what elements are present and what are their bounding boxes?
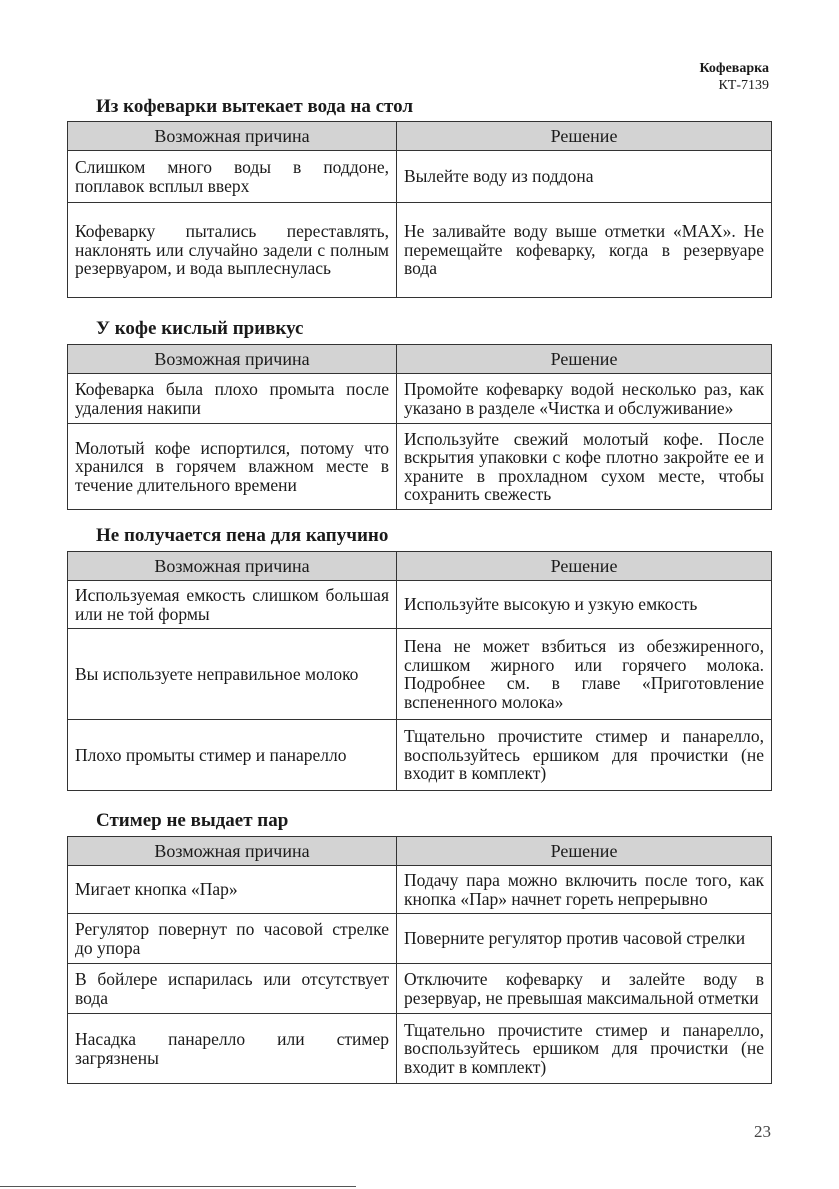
cause-cell: Вы используете неправильное молоко [68, 629, 397, 720]
cause-cell: Кофеварка была плохо промыта после удаления накипи [68, 374, 397, 424]
table-row [68, 374, 772, 424]
solution-cell: Не заливайте воду выше отметки «MAX». Не перемещайте кофеварку, когда в резервуаре вода [397, 203, 772, 298]
table-row [68, 866, 772, 914]
table-header-row [68, 122, 772, 151]
table-row [68, 914, 772, 964]
cause-cell: Кофеварку пытались переставлять, наклонять или случайно задели с полным резервуаром, и вода выплеснулась [68, 203, 397, 298]
cause-cell: Насадка панарелло или стимер загрязнены [68, 1014, 397, 1084]
column-header-cause: Возможная причина [68, 122, 397, 151]
footer-rule [0, 1186, 356, 1187]
troubleshooting-table-cappuccino-foam [67, 551, 772, 791]
table-row [68, 964, 772, 1014]
cause-cell: Используемая емкость слишком большая или не той формы [68, 581, 397, 629]
table-row [68, 581, 772, 629]
cause-cell: Регулятор повернут по часовой стрелке до упора [68, 914, 397, 964]
product-name: Кофеварка [699, 61, 769, 76]
cause-cell: Слишком много воды в поддоне, поплавок всплыл вверх [68, 151, 397, 203]
table-header-row [68, 552, 772, 581]
model-number: КТ-7139 [718, 78, 769, 93]
column-header-solution: Решение [397, 552, 772, 581]
solution-cell: Тщательно прочистите стимер и панарелло, воспользуйтесь ершиком для прочистки (не входит в комплект) [397, 1014, 772, 1084]
table-row [68, 203, 772, 298]
solution-cell: Пена не может взбиться из обезжиренного, слишком жирного или горячего молока. Подробнее см. в главе «Приготовление вспененного молока» [397, 629, 772, 720]
section-title-water-leak: Из кофеварки вытекает вода на стол [96, 96, 414, 117]
column-header-cause: Возможная причина [68, 345, 397, 374]
column-header-cause: Возможная причина [68, 837, 397, 866]
cause-cell: Мигает кнопка «Пар» [68, 866, 397, 914]
troubleshooting-table-sour-taste [67, 344, 772, 510]
table-header-row [68, 837, 772, 866]
column-header-solution: Решение [397, 345, 772, 374]
troubleshooting-table-water-leak [67, 121, 772, 298]
solution-cell: Отключите кофеварку и залейте воду в резервуар, не превышая максимальной отметки [397, 964, 772, 1014]
cause-cell: Плохо промыты стимер и панарелло [68, 720, 397, 791]
page-number: 23 [754, 1122, 771, 1141]
section-title-cappuccino-foam: Не получается пена для капучино [96, 525, 389, 546]
troubleshooting-table-no-steam [67, 836, 772, 1084]
cause-cell: Молотый кофе испортился, потому что хранился в горячем влажном месте в течение длительного времени [68, 424, 397, 510]
solution-cell: Используйте свежий молотый кофе. После вскрытия упаковки с кофе плотно закройте ее и храните в прохладном сухом месте, чтобы сохранить свежесть [397, 424, 772, 510]
table-row [68, 629, 772, 720]
column-header-cause: Возможная причина [68, 552, 397, 581]
table-row [68, 424, 772, 510]
solution-cell: Тщательно прочистите стимер и панарелло, воспользуйтесь ершиком для прочистки (не входит в комплект) [397, 720, 772, 791]
cause-cell: В бойлере испарилась или отсутствует вода [68, 964, 397, 1014]
section-title-no-steam: Стимер не выдает пар [96, 810, 289, 831]
solution-cell: Подачу пара можно включить после того, как кнопка «Пар» начнет гореть непрерывно [397, 866, 772, 914]
document-header [699, 60, 769, 94]
column-header-solution: Решение [397, 122, 772, 151]
table-row [68, 151, 772, 203]
table-row [68, 720, 772, 791]
solution-cell: Промойте кофеварку водой несколько раз, как указано в разделе «Чистка и обслуживание» [397, 374, 772, 424]
column-header-solution: Решение [397, 837, 772, 866]
solution-cell: Вылейте воду из поддона [397, 151, 772, 203]
table-row [68, 1014, 772, 1084]
solution-cell: Поверните регулятор против часовой стрелки [397, 914, 772, 964]
section-title-sour-taste: У кофе кислый привкус [96, 318, 304, 339]
solution-cell: Используйте высокую и узкую емкость [397, 581, 772, 629]
table-header-row [68, 345, 772, 374]
